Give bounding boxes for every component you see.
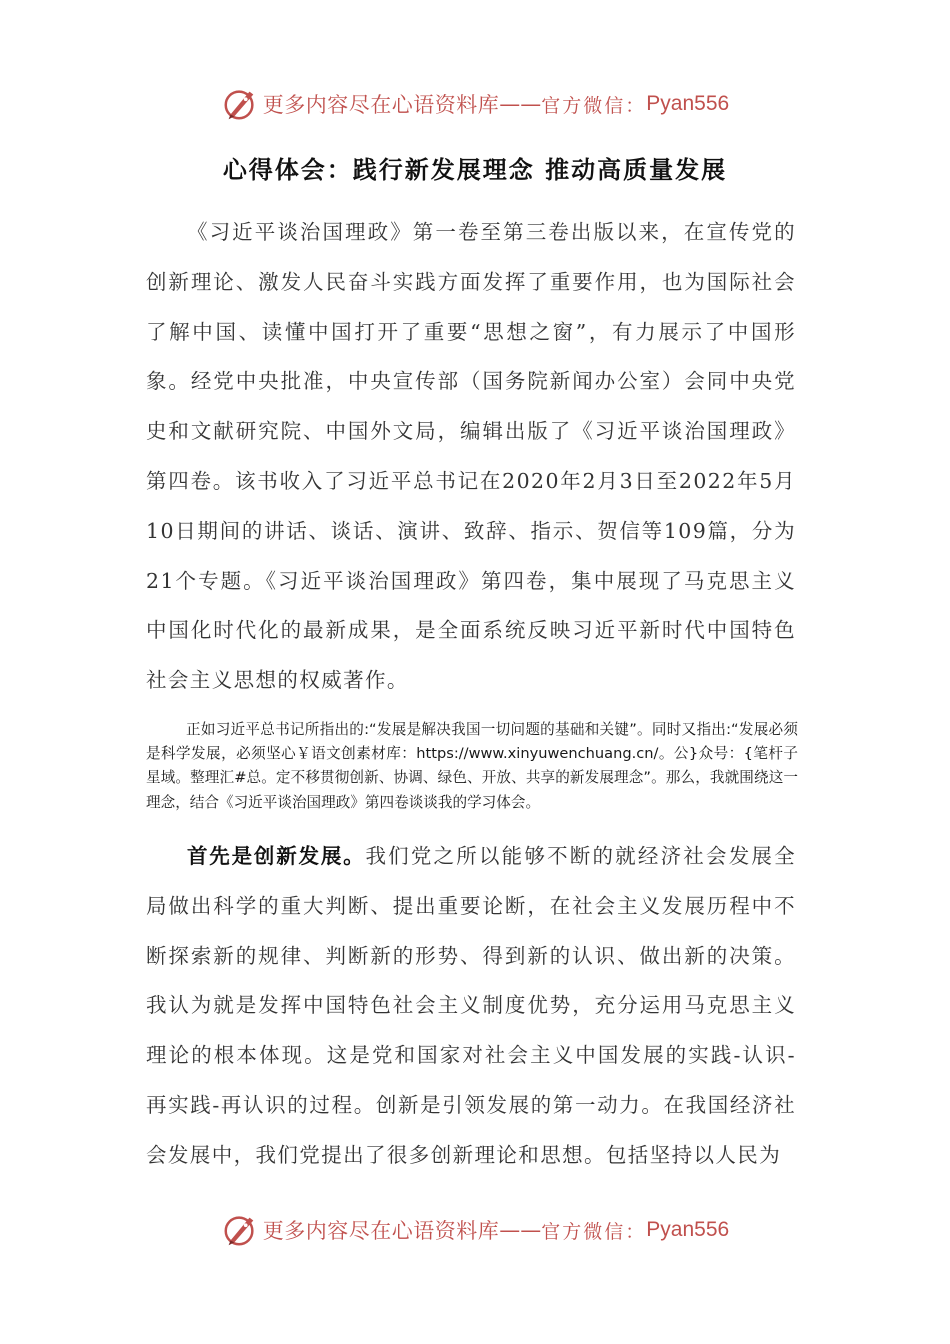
- header-wechat-label: 官方微信：: [541, 94, 647, 117]
- footer-banner: [0, 1208, 950, 1252]
- pen-logo-icon: [221, 1211, 259, 1249]
- header-wechat-id: Pyan556: [646, 92, 730, 115]
- document-title: 心得体会：践行新发展理念 推动高质量发展: [222, 156, 728, 184]
- header-banner: [0, 82, 950, 126]
- paragraph-1: 《习近平谈治国理政》第一卷至第三卷出版以来，在宣传党的创新理论、激发人民奋斗实践方面发挥了重要作用，也为国际社会了解中国、读懂中国打开了重要“思想之窗”，有力展示了中国形象。经党中央批准，中央宣传部（国务院新闻办公室）会同中央党史和文献研究院、中国外文局，编辑出版了《习近平谈治国理政》第四卷。该书收入了习近平总书记在2020年2月3日至2022年5月10日期间的讲话、谈话、演讲、致辞、指示、贺信等109篇，分为21个专题。《习近平谈治国理政》第四卷，集中展现了马克思主义中国化时代化的最新成果，是全面系统反映习近平新时代中国特色社会主义思想的权威著作。: [146, 220, 796, 693]
- footer-wechat-label: 官方微信：: [541, 1220, 647, 1243]
- footer-banner-text: 更多内容尽在心语资料库: [262, 1219, 500, 1243]
- footer-banner-dash: ——: [499, 1218, 542, 1242]
- paragraph-3-body: 我们党之所以能够不断的就经济社会发展全局做出科学的重大判断、提出重要论断，在社会主义发展历程中不断探索新的规律、判断新的形势、得到新的认识、做出新的决策。我认为就是发挥中国特色社会主义制度优势，充分运用马克思主义理论的根本体现。这是党和国家对社会主义中国发展的实践-认识-再实践-再认识的过程。创新是引领发展的第一动力。在我国经济社会发展中，我们党提出了很多创新理论和思想。包括坚持以人民为: [146, 844, 796, 1167]
- header-banner-dash: ——: [499, 92, 542, 116]
- pen-logo-icon: [221, 85, 259, 123]
- header-banner-text: 更多内容尽在心语资料库: [262, 93, 500, 117]
- paragraph-2: 正如习近平总书记所指出的:“发展是解决我国一切问题的基础和关键”。同时又指出:“发展必须是科学发展，必须坚心￥语文创素材库：https://www.xinyuwenchuang.cn/。公}众号：{笔杆子星域。整理汇#总。定不移贯彻创新、协调、绿色、开放、共享的新发展理念”。那么，我就围绕这一理念，结合《习近平谈治国理政》第四卷谈谈我的学习体会。: [146, 721, 798, 811]
- paragraph-3-lead: 首先是创新发展。: [187, 844, 366, 868]
- footer-wechat-id: Pyan556: [646, 1218, 730, 1241]
- paragraph-3: [146, 832, 796, 1181]
